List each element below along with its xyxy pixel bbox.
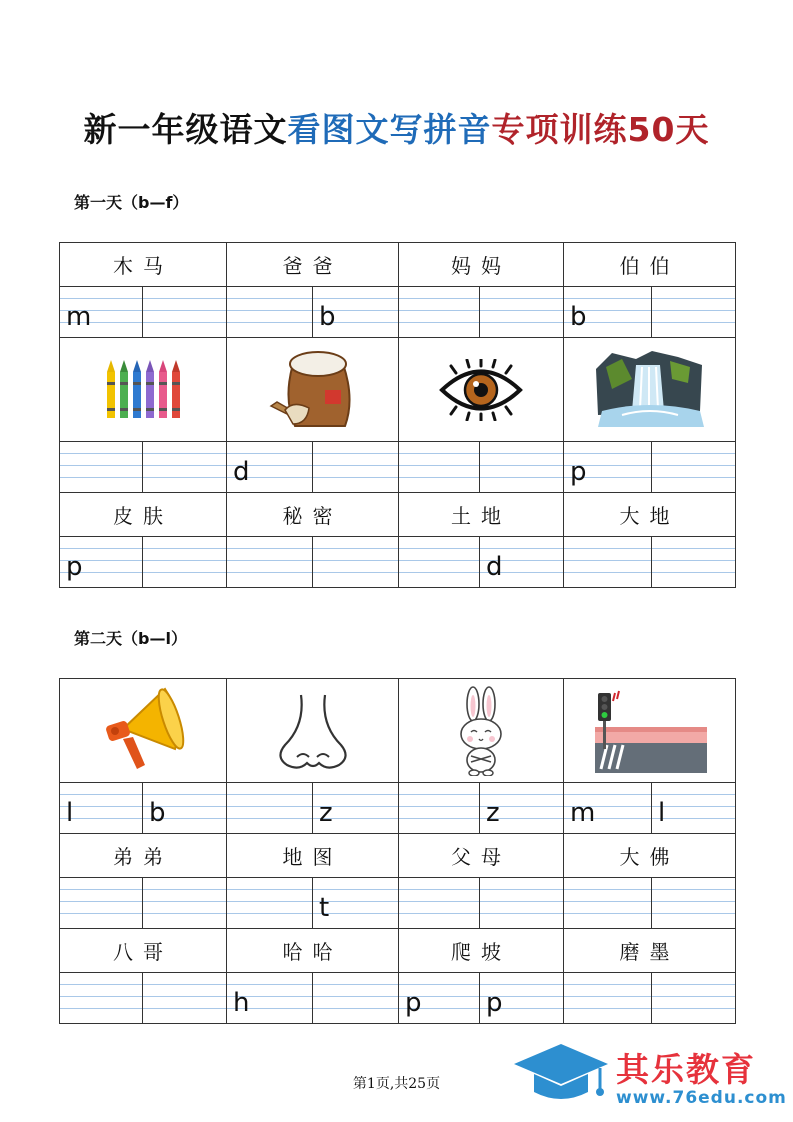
pinyin-cell[interactable] (227, 287, 313, 338)
pinyin-cell[interactable] (143, 973, 227, 1024)
word-cell: 磨墨 (564, 929, 736, 973)
word-cell: 伯伯 (564, 243, 736, 287)
brand-url: www.76edu.com (616, 1088, 787, 1108)
pinyin-cell[interactable]: d (480, 537, 564, 588)
pinyin-cell[interactable] (399, 878, 480, 929)
word-cell: 地图 (227, 834, 399, 878)
brand-logo (512, 1040, 787, 1114)
pinyin-cell[interactable] (480, 287, 564, 338)
word-cell: 大地 (564, 493, 736, 537)
pinyin-cell[interactable]: h (227, 973, 313, 1024)
pinyin-cell[interactable] (399, 287, 480, 338)
pinyin-cell[interactable] (227, 783, 313, 834)
pinyin-cell[interactable] (480, 442, 564, 493)
page-title: 新一年级语文看图文写拼音专项训练50天 (83, 110, 710, 149)
pinyin-cell[interactable] (60, 973, 143, 1024)
page-number: 第1页,共25页 (352, 1076, 441, 1092)
pinyin-cell[interactable]: t (313, 878, 399, 929)
pinyin-cell[interactable] (227, 537, 313, 588)
pinyin-cell[interactable] (313, 973, 399, 1024)
megaphone-image (60, 679, 227, 783)
word-cell: 哈哈 (227, 929, 399, 973)
day1-table (59, 242, 736, 588)
pinyin-cell[interactable]: d (227, 442, 313, 493)
graduation-cap-icon (512, 1040, 610, 1110)
pinyin-cell[interactable] (143, 442, 227, 493)
pinyin-cell[interactable]: p (60, 537, 143, 588)
pinyin-cell[interactable] (652, 287, 736, 338)
pinyin-cell[interactable] (399, 537, 480, 588)
word-cell: 大佛 (564, 834, 736, 878)
pinyin-cell[interactable] (564, 973, 652, 1024)
word-cell: 爸爸 (227, 243, 399, 287)
day2-heading: 第二天（b—l） (74, 629, 187, 648)
brand-name: 其乐教育 (616, 1050, 756, 1089)
rabbit-image (399, 679, 564, 783)
pinyin-cell[interactable] (480, 878, 564, 929)
eye-image (399, 338, 564, 442)
pinyin-cell[interactable] (60, 878, 143, 929)
pinyin-cell[interactable]: z (313, 783, 399, 834)
crayons-image (60, 338, 227, 442)
pinyin-cell[interactable] (60, 442, 143, 493)
pinyin-cell[interactable] (227, 878, 313, 929)
pinyin-cell[interactable]: b (143, 783, 227, 834)
pinyin-cell[interactable] (399, 442, 480, 493)
word-cell: 土地 (399, 493, 564, 537)
day1-heading: 第一天（b—f） (74, 193, 189, 212)
word-cell: 皮肤 (60, 493, 227, 537)
pinyin-cell[interactable] (564, 878, 652, 929)
waterfall-image (564, 338, 736, 442)
pinyin-cell[interactable]: p (480, 973, 564, 1024)
word-cell: 爬坡 (399, 929, 564, 973)
word-cell: 妈妈 (399, 243, 564, 287)
pinyin-cell[interactable] (143, 287, 227, 338)
pinyin-cell[interactable]: l (652, 783, 736, 834)
pinyin-cell[interactable] (652, 973, 736, 1024)
word-cell: 木马 (60, 243, 227, 287)
pinyin-cell[interactable] (652, 878, 736, 929)
word-cell: 秘密 (227, 493, 399, 537)
pinyin-cell[interactable] (313, 442, 399, 493)
pinyin-cell[interactable]: p (399, 973, 480, 1024)
pinyin-cell[interactable] (652, 442, 736, 493)
word-cell: 弟弟 (60, 834, 227, 878)
pinyin-cell[interactable]: z (480, 783, 564, 834)
pinyin-cell[interactable] (143, 878, 227, 929)
pinyin-cell[interactable]: p (564, 442, 652, 493)
pinyin-cell[interactable]: l (60, 783, 143, 834)
pinyin-cell[interactable] (399, 783, 480, 834)
traffic-light-image (564, 679, 736, 783)
pinyin-cell[interactable] (564, 537, 652, 588)
word-cell: 父母 (399, 834, 564, 878)
rice-sack-image (227, 338, 399, 442)
pinyin-cell[interactable] (652, 537, 736, 588)
word-cell: 八哥 (60, 929, 227, 973)
pinyin-cell[interactable]: m (564, 783, 652, 834)
pinyin-cell[interactable] (143, 537, 227, 588)
pinyin-cell[interactable]: b (564, 287, 652, 338)
pinyin-cell[interactable] (313, 537, 399, 588)
nose-image (227, 679, 399, 783)
pinyin-cell[interactable]: m (60, 287, 143, 338)
pinyin-cell[interactable]: b (313, 287, 399, 338)
day2-table (59, 678, 736, 1024)
